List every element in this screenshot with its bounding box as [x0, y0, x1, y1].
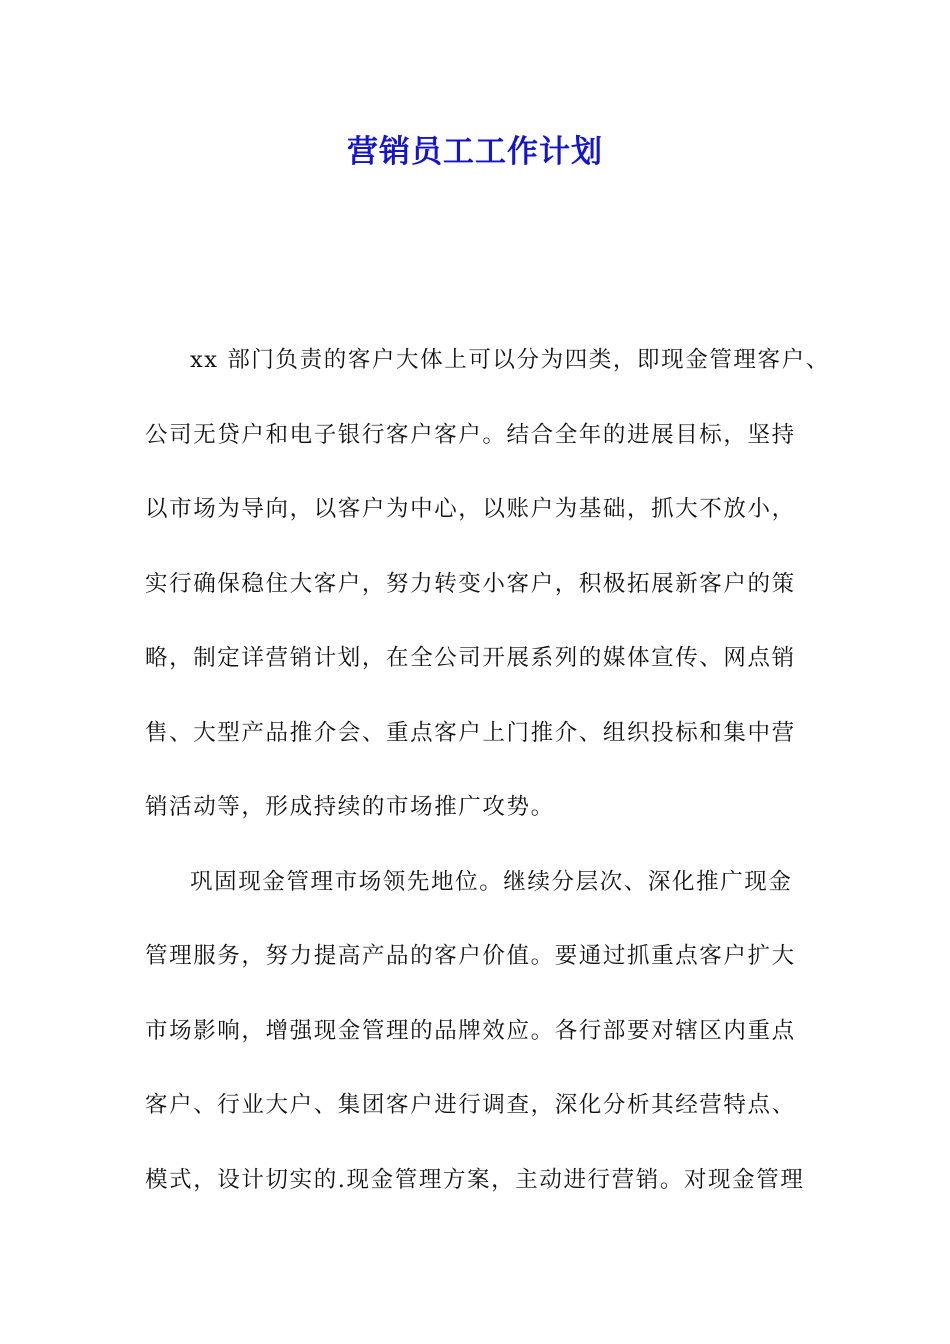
- paragraph-line: 销活动等，形成持续的市场推广攻势。: [145, 794, 555, 820]
- document-title: 营销员工工作计划: [347, 134, 603, 170]
- paragraph-line: 实行确保稳住大客户，努力转变小客户，积极拓展新客户的策: [145, 570, 796, 597]
- paragraph-line: 客户、行业大户、集团客户进行调查，深化分析其经营特点、: [145, 1092, 796, 1118]
- paragraph-line: 以市场为导向，以客户为中心，以账户为基础，抓大不放小，: [145, 496, 796, 522]
- paragraph-line: 模式，设计切实的.现金管理方案，主动进行营销。对现金管理: [145, 1166, 805, 1193]
- paragraph-line: 售、大型产品推介会、重点客户上门推介、组织投标和集中营: [145, 719, 796, 746]
- document-body: [145, 339, 830, 1233]
- paragraph-1: [145, 339, 830, 861]
- paragraph-line: 市场影响，增强现金管理的品牌效应。各行部要对辖区内重点: [145, 1017, 796, 1044]
- paragraph-line: 公司无贷户和电子银行客户客户。结合全年的进展目标，坚持: [145, 421, 796, 448]
- paragraph-2: [145, 861, 809, 1234]
- paragraph-line: 管理服务，努力提高产品的客户价值。要通过抓重点客户扩大: [145, 943, 796, 969]
- paragraph-line: 巩固现金管理市场领先地位。继续分层次、深化推广现金: [190, 868, 793, 895]
- paragraph-line: 略，制定详营销计划，在全公司开展系列的媒体宣传、网点销: [145, 645, 796, 671]
- paragraph-line: xx 部门负责的客户大体上可以分为四类，即现金管理客户、: [190, 347, 830, 373]
